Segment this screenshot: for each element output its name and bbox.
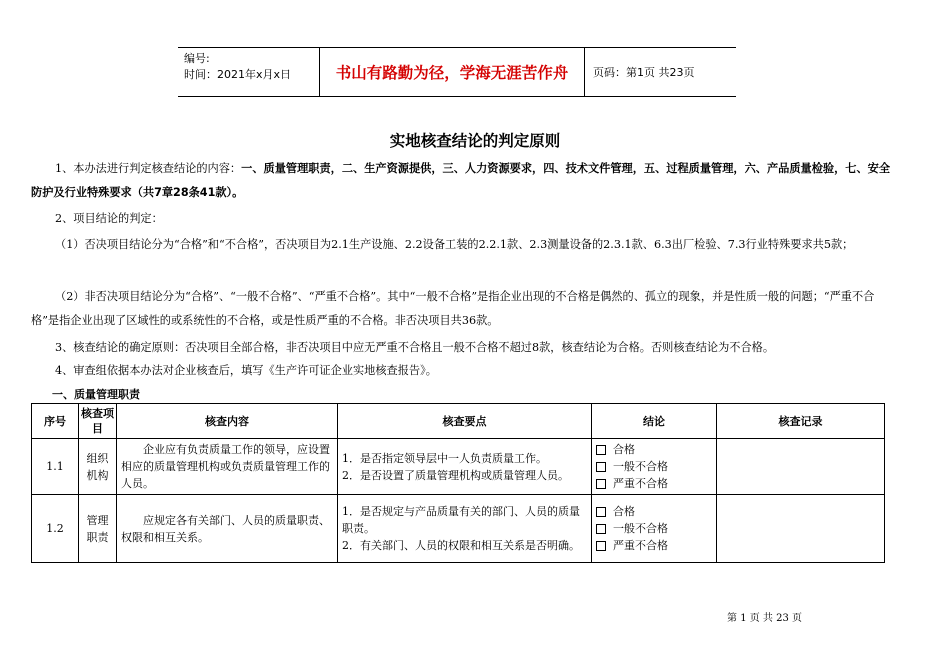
header-meta	[178, 48, 320, 96]
row-conclusion	[592, 495, 717, 563]
checkbox-icon[interactable]	[596, 479, 606, 489]
row-no: 1.2	[32, 495, 79, 563]
checkbox-icon[interactable]	[596, 541, 606, 551]
paragraph-1-prefix: 1、本办法进行判定核查结论的内容：	[55, 162, 242, 175]
option-label: 一般不合格	[613, 460, 668, 473]
header-item: 核查项目	[79, 404, 117, 439]
option-major-fail[interactable]	[596, 475, 712, 492]
row-point: 2．有关部门、人员的权限和相互关系是否明确。	[342, 539, 580, 552]
checkbox-icon[interactable]	[596, 507, 606, 517]
document-title: 实地核查结论的判定原则	[389, 132, 561, 150]
row-record[interactable]	[717, 439, 885, 495]
header-record: 核查记录	[717, 404, 885, 439]
row-item: 组织机构	[79, 439, 117, 495]
checkbox-icon[interactable]	[596, 524, 606, 534]
table-row	[32, 495, 885, 563]
option-pass[interactable]	[596, 503, 712, 520]
row-content: 应规定各有关部门、人员的质量职责、权限和相互关系。	[117, 495, 338, 563]
paragraph-6: 4、审查组依据本办法对企业核查后，填写《生产许可证企业实地核查报告》。	[55, 364, 437, 377]
document-number-label: 编号:	[184, 52, 210, 65]
paragraph-2: 2、项目结论的判定：	[55, 212, 163, 225]
section-title: 一、质量管理职责	[52, 388, 140, 401]
option-label: 严重不合格	[613, 539, 668, 552]
header-motto: 书山有路勤为径，学海无涯苦作舟	[320, 48, 585, 96]
row-points	[338, 495, 592, 563]
option-label: 一般不合格	[613, 522, 668, 535]
paragraph-1-bold: 一、质量管理职责，二、生产资源提供，三、人力资源要求，四、技术文件管理，五、过程质量管理，六、产品质量检验，七、安全防护及行业特殊要求（共7章28条41款）	[31, 162, 891, 199]
row-item: 管理职责	[79, 495, 117, 563]
table-row	[32, 439, 885, 495]
paragraph-1-suffix: 。	[232, 186, 244, 199]
paragraph-5: 3、核查结论的确定原则：否决项目全部合格，非否决项目中应无严重不合格且一般不合格不超过8款，核查结论为合格。否则核查结论为不合格。	[55, 341, 775, 354]
row-points	[338, 439, 592, 495]
inspection-table	[31, 403, 885, 563]
checkbox-icon[interactable]	[596, 462, 606, 472]
option-minor-fail[interactable]	[596, 458, 712, 475]
row-point: 1．是否指定领导层中一人负责质量工作。	[342, 451, 547, 465]
document-time-label: 时间：2021年x月x日	[184, 68, 292, 81]
row-record[interactable]	[717, 495, 885, 563]
row-point: 2．是否设置了质量管理机构或质量管理人员。	[342, 468, 569, 482]
header-points: 核查要点	[338, 404, 592, 439]
page-header	[178, 47, 736, 97]
option-label: 严重不合格	[613, 477, 668, 490]
header-no: 序号	[32, 404, 79, 439]
option-major-fail[interactable]	[596, 537, 712, 554]
option-label: 合格	[613, 505, 635, 518]
option-pass[interactable]	[596, 441, 712, 458]
table-header-row	[32, 404, 885, 439]
paragraph-1	[31, 157, 891, 205]
row-content: 企业应有负责质量工作的领导，应设置相应的质量管理机构或负责质量管理工作的人员。	[117, 439, 338, 495]
paragraph-4: （2）非否决项目结论分为“合格”、“一般不合格”、“严重不合格”。其中“一般不合格”是指企业出现的不合格是偶然的、孤立的现象，并是性质一般的问题；“严重不合格”是指企业出现了区域性的或系统性的不合格，或是性质严重的不合格。非否决项目共36款。	[31, 290, 875, 327]
page-footer: 第 1 页 共 23 页	[727, 613, 802, 624]
paragraph-3: （1）否决项目结论分为“合格”和“不合格”，否决项目为2.1生产设施、2.2设备工装的2.2.1款、2.3测量设备的2.3.1款、6.3出厂检验、7.3行业特殊要求共5款；	[55, 238, 854, 251]
option-minor-fail[interactable]	[596, 520, 712, 537]
header-content: 核查内容	[117, 404, 338, 439]
header-page-info: 页码：第1页 共23页	[593, 66, 695, 79]
option-label: 合格	[613, 443, 635, 456]
header-conclusion: 结论	[592, 404, 717, 439]
row-point: 1．是否规定与产品质量有关的部门、人员的质量职责。	[342, 505, 580, 535]
row-conclusion	[592, 439, 717, 495]
checkbox-icon[interactable]	[596, 445, 606, 455]
row-no: 1.1	[32, 439, 79, 495]
